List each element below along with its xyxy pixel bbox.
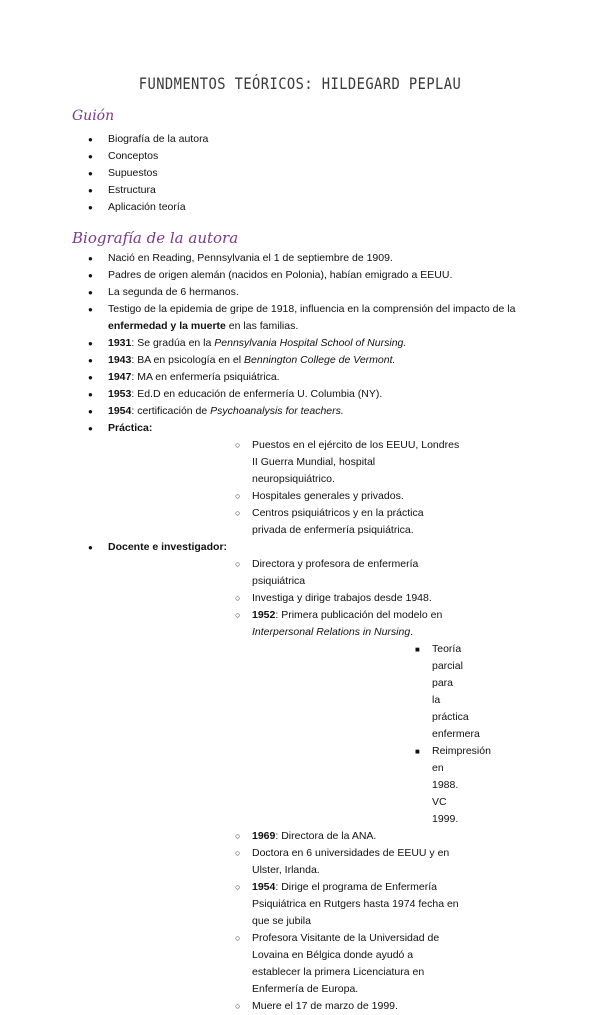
list-item: ● Práctica: ○ Puestos en el ejército de los EEUU, Londres II Guerra Mundial, hospital neuropsiquiátrico. ○ Hospitales generales y privados. ○ Centros psiquiátricos y en la práctica privada de enfermería psiquiátrica. [0,420,600,539]
section-heading-guion: Guión [72,108,115,124]
list-item: ● 1953: Ed.D en educación de enfermería U. Columbia (NY). [0,386,600,403]
list-item: ● Estructura [0,182,600,199]
list-item: ● Nació en Reading, Pennsylvania el 1 de septiembre de 1909. [0,250,600,267]
list-item: ○ 1954: Dirige el programa de Enfermería Psiquiátrica en Rutgers hasta 1974 fecha en que se jubila [108,879,530,930]
list-item: ○ Investiga y dirige trabajos desde 1948. [108,590,530,607]
list-item: ○ Directora y profesora de enfermería psiquiátrica [108,556,530,590]
list-item: ● Biografía de la autora [0,131,600,148]
list-item: ● La segunda de 6 hermanos. [0,284,600,301]
biografia-list [0,250,600,1015]
list-item: ● Testigo de la epidemia de gripe de 1918, influencia en la comprensión del impacto de la enfermedad y la muerte en las familias. [0,301,600,335]
list-item: ○ Profesora Visitante de la Universidad de Lovaina en Bélgica donde ayudó a establecer la primera Licenciatura en Enfermería de Europa. [108,930,530,998]
list-item: ● Conceptos [0,148,600,165]
section-heading-biografia: Biografía de la autora [72,229,239,247]
list-item: ■ Reimpresión en 1988. VC 1999. [252,743,502,828]
list-item: ○ 1952: Primera publicación del modelo en Interpersonal Relations in Nursing. ■ Teoría parcial para la práctica enfermera ■ Reimpresión en 1988. VC 1999. [108,607,530,828]
list-item: ○ Muere el 17 de marzo de 1999. [108,998,530,1015]
list-item: ○ Puestos en el ejército de los EEUU, Londres II Guerra Mundial, hospital neuropsiquiátrico. [108,437,530,488]
list-item: ○ Doctora en 6 universidades de EEUU y en Ulster, Irlanda. [108,845,530,879]
page-title: FUNDMENTOS TEÓRICOS: HILDEGARD PEPLAU [138,74,462,93]
list-item: ● 1947: MA en enfermería psiquiátrica. [0,369,600,386]
guion-list [0,131,600,216]
publication-sublist [252,641,491,828]
list-item: ○ 1969: Directora de la ANA. [108,828,530,845]
list-item: ● Aplicación teoría [0,199,600,216]
list-item: ○ Centros psiquiátricos y en la práctica privada de enfermería psiquiátrica. [108,505,530,539]
list-item: ● 1954: certificación de Psychoanalysis for teachers. [0,403,600,420]
list-item: ● Supuestos [0,165,600,182]
list-item: ● Docente e investigador: ○ Directora y profesora de enfermería psiquiátrica ○ Investiga y dirige trabajos desde 1948. ○ 1952: Primera publicación del modelo en Interpersonal Relations in Nursing. ■ Teoría parcial para la práctica enfermera ■ Reimpresión en 1988. VC 1999. ○ 1969: Directora de la ANA. ○ Doctora en 6 universidades de EEUU y en Ulster, Irlanda. ○ 1954: Dirige el programa de Enfermería Psiquiátrica en Rutgers hasta 1974 fecha en que se jubila ○ Profesora Visitante de la Universidad de Lovaina en Bélgica donde ayudó a establecer la primera Licenciatura en Enfermería de Europa. ○ Muere el 17 de marzo de 1999. [0,539,600,1015]
practica-sublist [108,437,530,539]
docente-sublist [108,556,530,1015]
list-item: ● 1931: Se gradúa en la Pennsylvania Hospital School of Nursing. [0,335,600,352]
list-item: ○ Hospitales generales y privados. [108,488,530,505]
list-item: ● 1943: BA en psicología en el Bennington College de Vermont. [0,352,600,369]
list-item: ■ Teoría parcial para la práctica enfermera [252,641,502,743]
list-item: ● Padres de origen alemán (nacidos en Polonia), habían emigrado a EEUU. [0,267,600,284]
